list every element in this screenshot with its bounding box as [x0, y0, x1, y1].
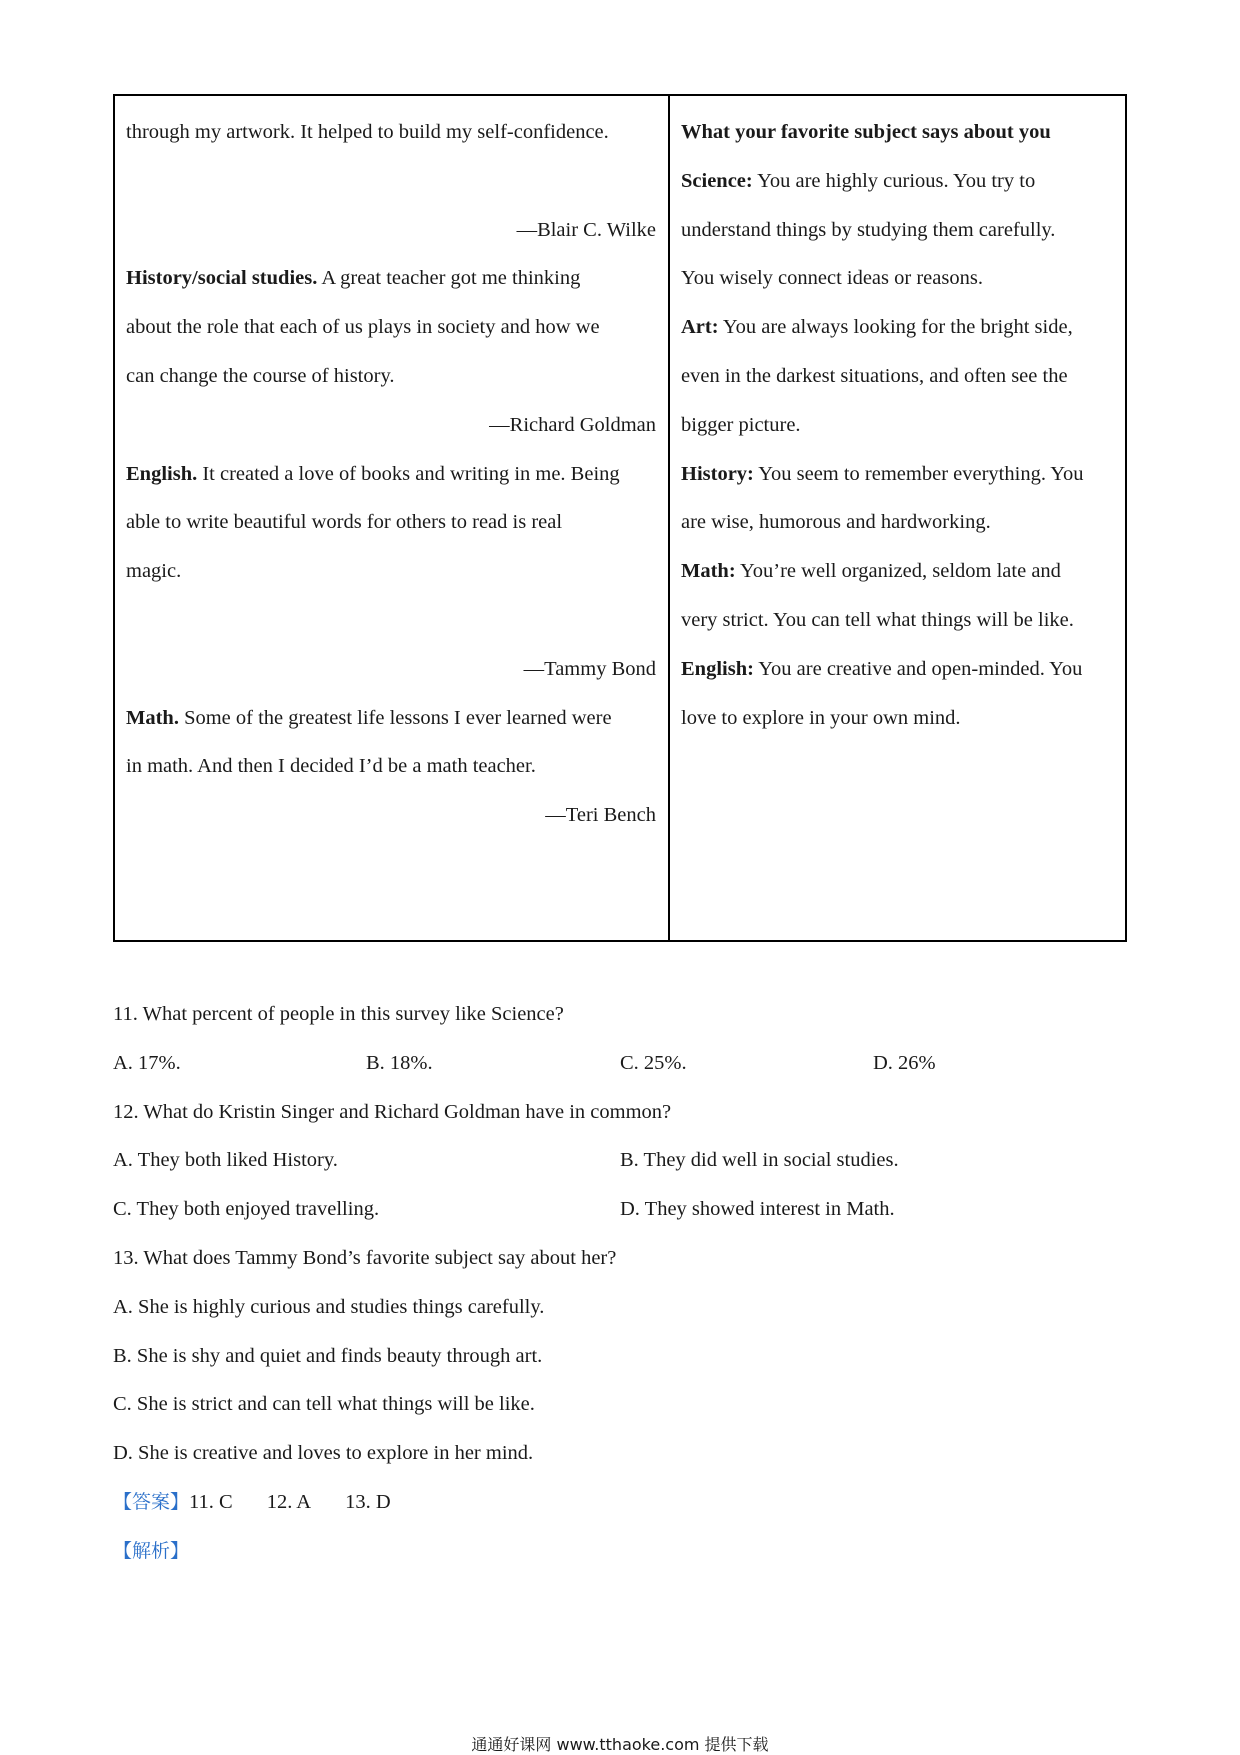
page-footer: 通通好课网 www.tthaoke.com 提供下载 — [471, 1735, 769, 1754]
column-heading: What your favorite subject says about you — [681, 121, 1051, 143]
question-13: 13. What does Tammy Bond’s favorite subject say about her? — [113, 1246, 617, 1269]
question-12-options-row1 — [113, 1136, 1127, 1185]
subject-label: History/social studies. — [126, 267, 318, 290]
question-12-options-row2 — [113, 1185, 1127, 1234]
subject-traits-column: What your favorite subject says about you Science: You are highly curious. You try to understand things by studying them carefully. You wisely connect ideas or reasons. Art: You are always looking for the bright side, even in the darkest situations, and often see the bigger picture. History: You seem to remember everything. You are wise, humorous and hardworking. Math: You’re well organized, seldom late and very strict. You can tell what things will be like. English: You are creative and open-minded. You love to explore in your own mind. — [681, 108, 1121, 742]
quote-english: English. It created a love of books and writing in me. Being — [126, 462, 620, 485]
subject-label: Math. — [126, 706, 179, 729]
question-11: 11. What percent of people in this survey like Science? — [113, 1003, 564, 1025]
question-12: 12. What do Kristin Singer and Richard Goldman have in common? — [113, 1100, 672, 1123]
quotes-column: through my artwork. It helped to build my self-confidence. —Blair C. Wilke History/social studies. A great teacher got me thinking about the role that each of us plays in society and how we can change the course of history. —Richard Goldman English. It created a love of books and writing in me. Being able to write beautiful words for others to read is real magic. —Tammy Bond Math. Some of the greatest life lessons I ever learned were in math. And then I decided I’d be a math teacher. —Teri Bench — [126, 108, 656, 840]
trait-art: Art: You are always looking for the bright side, — [681, 316, 1073, 339]
option-d: D. She is creative and loves to explore in her mind. — [113, 1442, 534, 1465]
answer-line — [113, 1478, 1127, 1527]
answer-13: 13. D — [345, 1490, 391, 1513]
quote-math: Math. Some of the greatest life lessons I ever learned were — [126, 706, 612, 729]
quote-text: through my artwork. It helped to build my self-confidence. — [126, 121, 609, 143]
analysis-tag: 【解析】 — [113, 1539, 190, 1562]
trait-english: English: You are creative and open-minded. You — [681, 657, 1083, 680]
answer-tag: 【答案】 — [113, 1490, 190, 1513]
option-d: D. 26% — [873, 1051, 936, 1074]
trait-science: Science: You are highly curious. You try to — [681, 169, 1036, 192]
subject-label: English. — [126, 462, 198, 485]
option-d: D. They showed interest in Math. — [620, 1198, 895, 1221]
option-c: C. She is strict and can tell what things will be like. — [113, 1393, 535, 1416]
passage-table — [113, 94, 1127, 942]
analysis-line — [113, 1527, 1127, 1576]
option-c: C. 25%. — [620, 1051, 687, 1074]
option-a: A. She is highly curious and studies things carefully. — [113, 1295, 545, 1318]
quote-attribution: —Tammy Bond — [523, 657, 656, 680]
quote-attribution: —Richard Goldman — [489, 413, 656, 436]
quote-history: History/social studies. A great teacher got me thinking — [126, 267, 581, 290]
option-b: B. They did well in social studies. — [620, 1149, 899, 1172]
option-a: A. 17%. — [113, 1051, 181, 1074]
option-b: B. 18%. — [366, 1051, 433, 1074]
trait-history: History: You seem to remember everything. You — [681, 462, 1084, 485]
trait-math: Math: You’re well organized, seldom late and — [681, 560, 1061, 583]
question-11-options — [113, 1039, 1127, 1088]
answer-12: 12. A — [266, 1490, 312, 1513]
option-c: C. They both enjoyed travelling. — [113, 1198, 380, 1221]
option-a: A. They both liked History. — [113, 1149, 338, 1172]
option-b: B. She is shy and quiet and finds beauty through art. — [113, 1344, 543, 1367]
table-divider — [668, 96, 670, 940]
answer-11: 11. C — [189, 1490, 233, 1513]
quote-attribution: —Teri Bench — [545, 804, 656, 827]
questions-section — [113, 990, 1127, 1576]
quote-attribution: —Blair C. Wilke — [516, 218, 656, 241]
